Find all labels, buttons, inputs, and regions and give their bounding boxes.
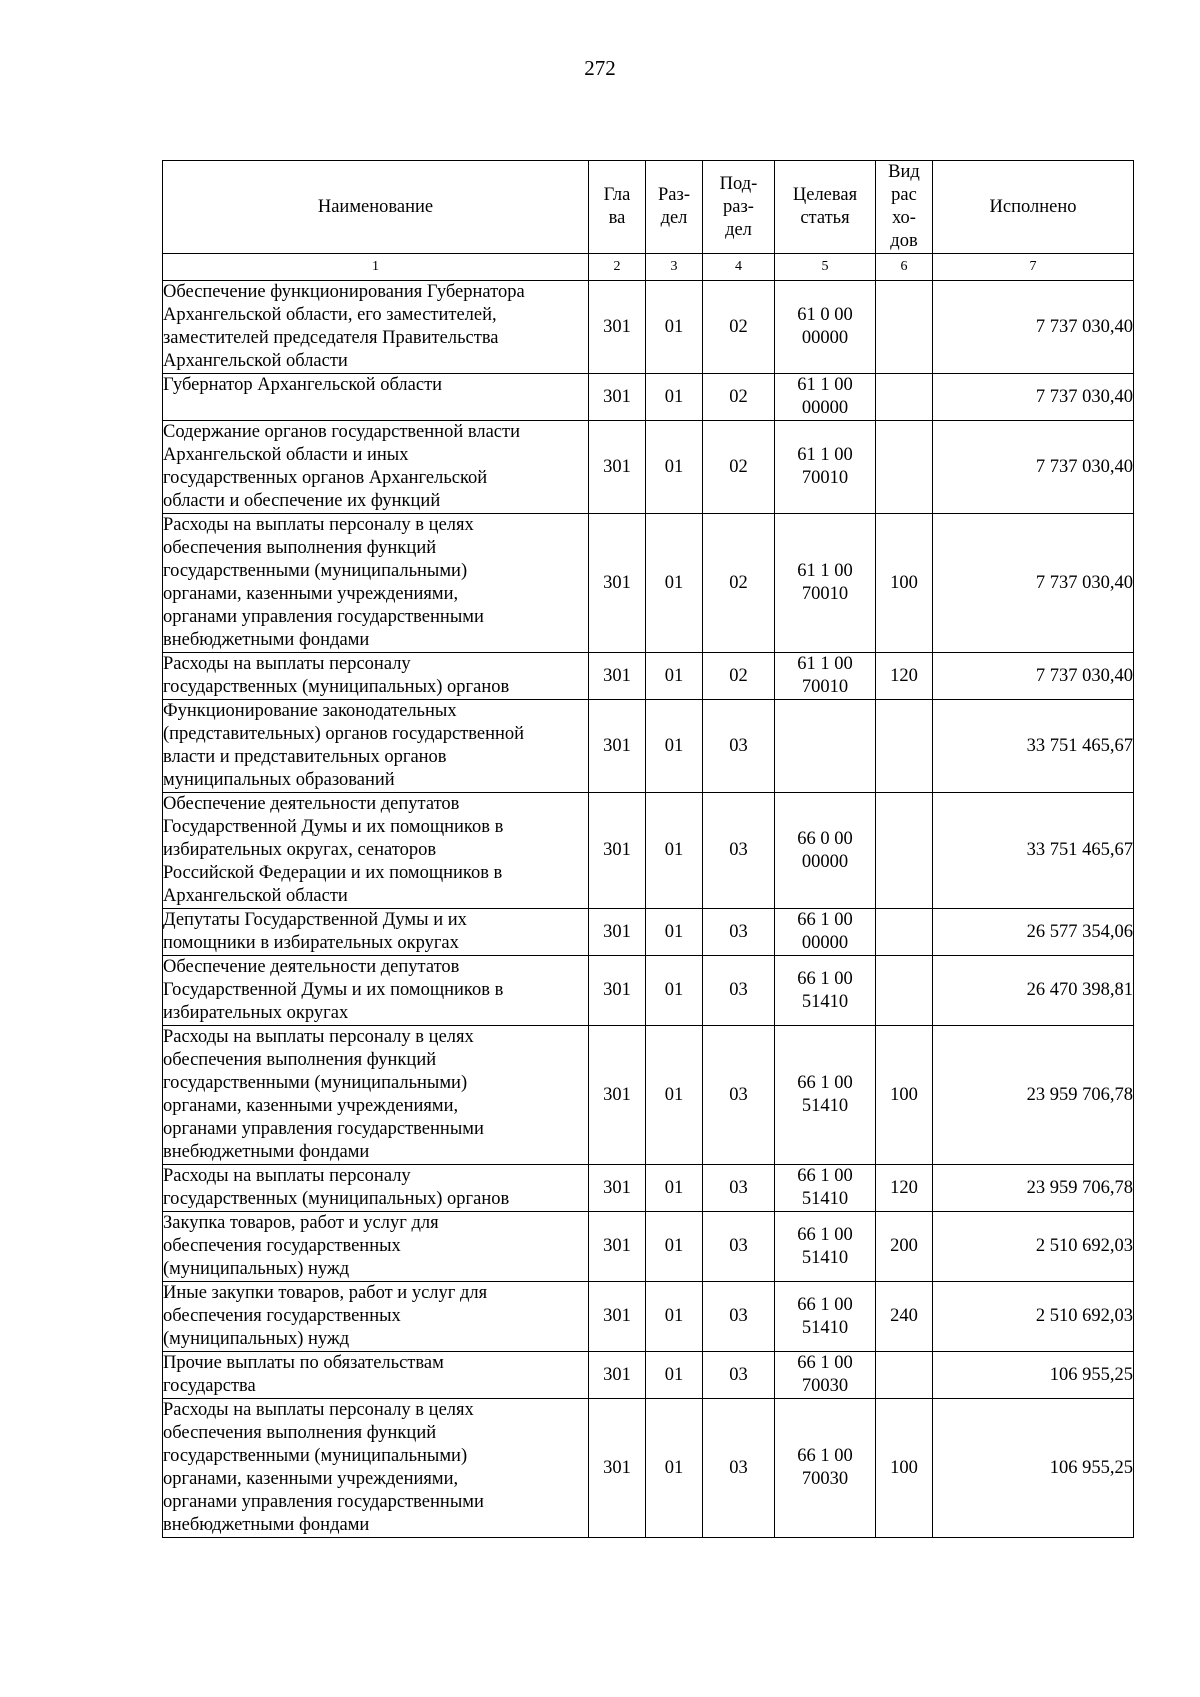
glava-cell: 301 xyxy=(589,1212,646,1282)
table-row xyxy=(163,700,1134,793)
glava-cell: 301 xyxy=(589,1165,646,1212)
column-number-cell: 2 xyxy=(589,254,646,281)
podrazdel-cell: 02 xyxy=(703,514,775,653)
row-name-cell: Функционирование законодательных (представительных) органов государственной власти и представительных органов муниципальных образований xyxy=(163,700,589,793)
header-razdel: Раз- дел xyxy=(646,161,703,254)
celevaya-statya-cell: 61 1 00 70010 xyxy=(775,421,876,514)
row-name-cell: Обеспечение функционирования Губернатора Архангельской области, его заместителей, заместителей председателя Правительства Архангельской области xyxy=(163,281,589,374)
glava-cell: 301 xyxy=(589,909,646,956)
row-name-cell: Расходы на выплаты персоналу государственных (муниципальных) органов xyxy=(163,1165,589,1212)
column-number-cell: 1 xyxy=(163,254,589,281)
podrazdel-cell: 03 xyxy=(703,956,775,1026)
podrazdel-cell: 02 xyxy=(703,374,775,421)
header-glava: Гла ва xyxy=(589,161,646,254)
ispolneno-cell: 106 955,25 xyxy=(933,1399,1134,1538)
budget-table xyxy=(162,160,1134,1538)
podrazdel-cell: 02 xyxy=(703,281,775,374)
podrazdel-cell: 03 xyxy=(703,1282,775,1352)
ispolneno-cell: 7 737 030,40 xyxy=(933,374,1134,421)
glava-cell: 301 xyxy=(589,700,646,793)
celevaya-statya-cell: 66 1 00 70030 xyxy=(775,1352,876,1399)
razdel-cell: 01 xyxy=(646,374,703,421)
ispolneno-cell: 106 955,25 xyxy=(933,1352,1134,1399)
table-row xyxy=(163,793,1134,909)
table-row xyxy=(163,514,1134,653)
glava-cell: 301 xyxy=(589,421,646,514)
row-name-cell: Депутаты Государственной Думы и их помощники в избирательных округах xyxy=(163,909,589,956)
row-name-cell: Содержание органов государственной власти Архангельской области и иных государственных органов Архангельской области и обеспечение их функций xyxy=(163,421,589,514)
razdel-cell: 01 xyxy=(646,281,703,374)
header-vid-rashodov: Вид рас хо- дов xyxy=(876,161,933,254)
table-row xyxy=(163,1165,1134,1212)
table-body xyxy=(163,281,1134,1538)
row-name-cell: Обеспечение деятельности депутатов Государственной Думы и их помощников в избирательных округах xyxy=(163,956,589,1026)
glava-cell: 301 xyxy=(589,1282,646,1352)
celevaya-statya-cell xyxy=(775,700,876,793)
vid-rashodov-cell: 100 xyxy=(876,1026,933,1165)
glava-cell: 301 xyxy=(589,653,646,700)
vid-rashodov-cell xyxy=(876,956,933,1026)
vid-rashodov-cell: 120 xyxy=(876,653,933,700)
razdel-cell: 01 xyxy=(646,956,703,1026)
table-row xyxy=(163,956,1134,1026)
razdel-cell: 01 xyxy=(646,1282,703,1352)
ispolneno-cell: 33 751 465,67 xyxy=(933,793,1134,909)
table-row xyxy=(163,281,1134,374)
table-row xyxy=(163,374,1134,421)
row-name-cell: Расходы на выплаты персоналу в целях обеспечения выполнения функций государственными (муниципальными) органами, казенными учреждениями, органами управления государственными внебюджетными фондами xyxy=(163,514,589,653)
razdel-cell: 01 xyxy=(646,909,703,956)
table-header-row xyxy=(163,161,1134,254)
vid-rashodov-cell: 200 xyxy=(876,1212,933,1282)
glava-cell: 301 xyxy=(589,514,646,653)
celevaya-statya-cell: 66 1 00 51410 xyxy=(775,1282,876,1352)
vid-rashodov-cell xyxy=(876,700,933,793)
column-number-row xyxy=(163,254,1134,281)
ispolneno-cell: 33 751 465,67 xyxy=(933,700,1134,793)
ispolneno-cell: 2 510 692,03 xyxy=(933,1282,1134,1352)
row-name-cell: Расходы на выплаты персоналу государственных (муниципальных) органов xyxy=(163,653,589,700)
row-name-cell: Расходы на выплаты персоналу в целях обеспечения выполнения функций государственными (муниципальными) органами, казенными учреждениями, органами управления государственными внебюджетными фондами xyxy=(163,1026,589,1165)
row-name-cell: Расходы на выплаты персоналу в целях обеспечения выполнения функций государственными (муниципальными) органами, казенными учреждениями, органами управления государственными внебюджетными фондами xyxy=(163,1399,589,1538)
razdel-cell: 01 xyxy=(646,700,703,793)
header-name: Наименование xyxy=(163,161,589,254)
column-number-cell: 3 xyxy=(646,254,703,281)
glava-cell: 301 xyxy=(589,793,646,909)
column-number-cell: 5 xyxy=(775,254,876,281)
razdel-cell: 01 xyxy=(646,421,703,514)
ispolneno-cell: 7 737 030,40 xyxy=(933,514,1134,653)
celevaya-statya-cell: 66 1 00 51410 xyxy=(775,1212,876,1282)
ispolneno-cell: 7 737 030,40 xyxy=(933,653,1134,700)
podrazdel-cell: 03 xyxy=(703,700,775,793)
glava-cell: 301 xyxy=(589,1026,646,1165)
header-ispolneno: Исполнено xyxy=(933,161,1134,254)
podrazdel-cell: 03 xyxy=(703,1165,775,1212)
podrazdel-cell: 03 xyxy=(703,1212,775,1282)
page-number: 272 xyxy=(584,56,616,80)
row-name-cell: Прочие выплаты по обязательствам государства xyxy=(163,1352,589,1399)
razdel-cell: 01 xyxy=(646,793,703,909)
podrazdel-cell: 03 xyxy=(703,1352,775,1399)
row-name-cell: Закупка товаров, работ и услуг для обеспечения государственных (муниципальных) нужд xyxy=(163,1212,589,1282)
razdel-cell: 01 xyxy=(646,514,703,653)
row-name-cell: Губернатор Архангельской области xyxy=(163,374,589,421)
glava-cell: 301 xyxy=(589,956,646,1026)
vid-rashodov-cell: 240 xyxy=(876,1282,933,1352)
column-number-cell: 4 xyxy=(703,254,775,281)
vid-rashodov-cell xyxy=(876,374,933,421)
vid-rashodov-cell xyxy=(876,421,933,514)
vid-rashodov-cell: 120 xyxy=(876,1165,933,1212)
podrazdel-cell: 03 xyxy=(703,909,775,956)
razdel-cell: 01 xyxy=(646,1212,703,1282)
header-celevaya-statya: Целевая статья xyxy=(775,161,876,254)
podrazdel-cell: 03 xyxy=(703,1399,775,1538)
celevaya-statya-cell: 61 1 00 70010 xyxy=(775,653,876,700)
table-row xyxy=(163,1212,1134,1282)
vid-rashodov-cell xyxy=(876,909,933,956)
table-row xyxy=(163,1399,1134,1538)
celevaya-statya-cell: 66 1 00 51410 xyxy=(775,956,876,1026)
celevaya-statya-cell: 61 1 00 00000 xyxy=(775,374,876,421)
celevaya-statya-cell: 66 1 00 51410 xyxy=(775,1026,876,1165)
podrazdel-cell: 03 xyxy=(703,793,775,909)
razdel-cell: 01 xyxy=(646,1352,703,1399)
row-name-cell: Обеспечение деятельности депутатов Государственной Думы и их помощников в избирательных округах, сенаторов Российской Федерации и их помощников в Архангельской области xyxy=(163,793,589,909)
table-row xyxy=(163,909,1134,956)
celevaya-statya-cell: 66 0 00 00000 xyxy=(775,793,876,909)
podrazdel-cell: 03 xyxy=(703,1026,775,1165)
vid-rashodov-cell xyxy=(876,1352,933,1399)
table-row xyxy=(163,1352,1134,1399)
ispolneno-cell: 7 737 030,40 xyxy=(933,421,1134,514)
vid-rashodov-cell xyxy=(876,281,933,374)
column-number-cell: 7 xyxy=(933,254,1134,281)
glava-cell: 301 xyxy=(589,1399,646,1538)
celevaya-statya-cell: 61 1 00 70010 xyxy=(775,514,876,653)
column-number-cell: 6 xyxy=(876,254,933,281)
celevaya-statya-cell: 66 1 00 00000 xyxy=(775,909,876,956)
podrazdel-cell: 02 xyxy=(703,421,775,514)
glava-cell: 301 xyxy=(589,1352,646,1399)
table-row xyxy=(163,421,1134,514)
razdel-cell: 01 xyxy=(646,653,703,700)
table-row xyxy=(163,653,1134,700)
glava-cell: 301 xyxy=(589,374,646,421)
table-row xyxy=(163,1282,1134,1352)
razdel-cell: 01 xyxy=(646,1026,703,1165)
celevaya-statya-cell: 61 0 00 00000 xyxy=(775,281,876,374)
razdel-cell: 01 xyxy=(646,1399,703,1538)
ispolneno-cell: 2 510 692,03 xyxy=(933,1212,1134,1282)
celevaya-statya-cell: 66 1 00 51410 xyxy=(775,1165,876,1212)
ispolneno-cell: 7 737 030,40 xyxy=(933,281,1134,374)
razdel-cell: 01 xyxy=(646,1165,703,1212)
table-row xyxy=(163,1026,1134,1165)
ispolneno-cell: 23 959 706,78 xyxy=(933,1026,1134,1165)
vid-rashodov-cell: 100 xyxy=(876,1399,933,1538)
celevaya-statya-cell: 66 1 00 70030 xyxy=(775,1399,876,1538)
ispolneno-cell: 23 959 706,78 xyxy=(933,1165,1134,1212)
ispolneno-cell: 26 577 354,06 xyxy=(933,909,1134,956)
row-name-cell: Иные закупки товаров, работ и услуг для обеспечения государственных (муниципальных) нужд xyxy=(163,1282,589,1352)
vid-rashodov-cell: 100 xyxy=(876,514,933,653)
podrazdel-cell: 02 xyxy=(703,653,775,700)
ispolneno-cell: 26 470 398,81 xyxy=(933,956,1134,1026)
header-podrazdel: Под- раз- дел xyxy=(703,161,775,254)
vid-rashodov-cell xyxy=(876,793,933,909)
glava-cell: 301 xyxy=(589,281,646,374)
